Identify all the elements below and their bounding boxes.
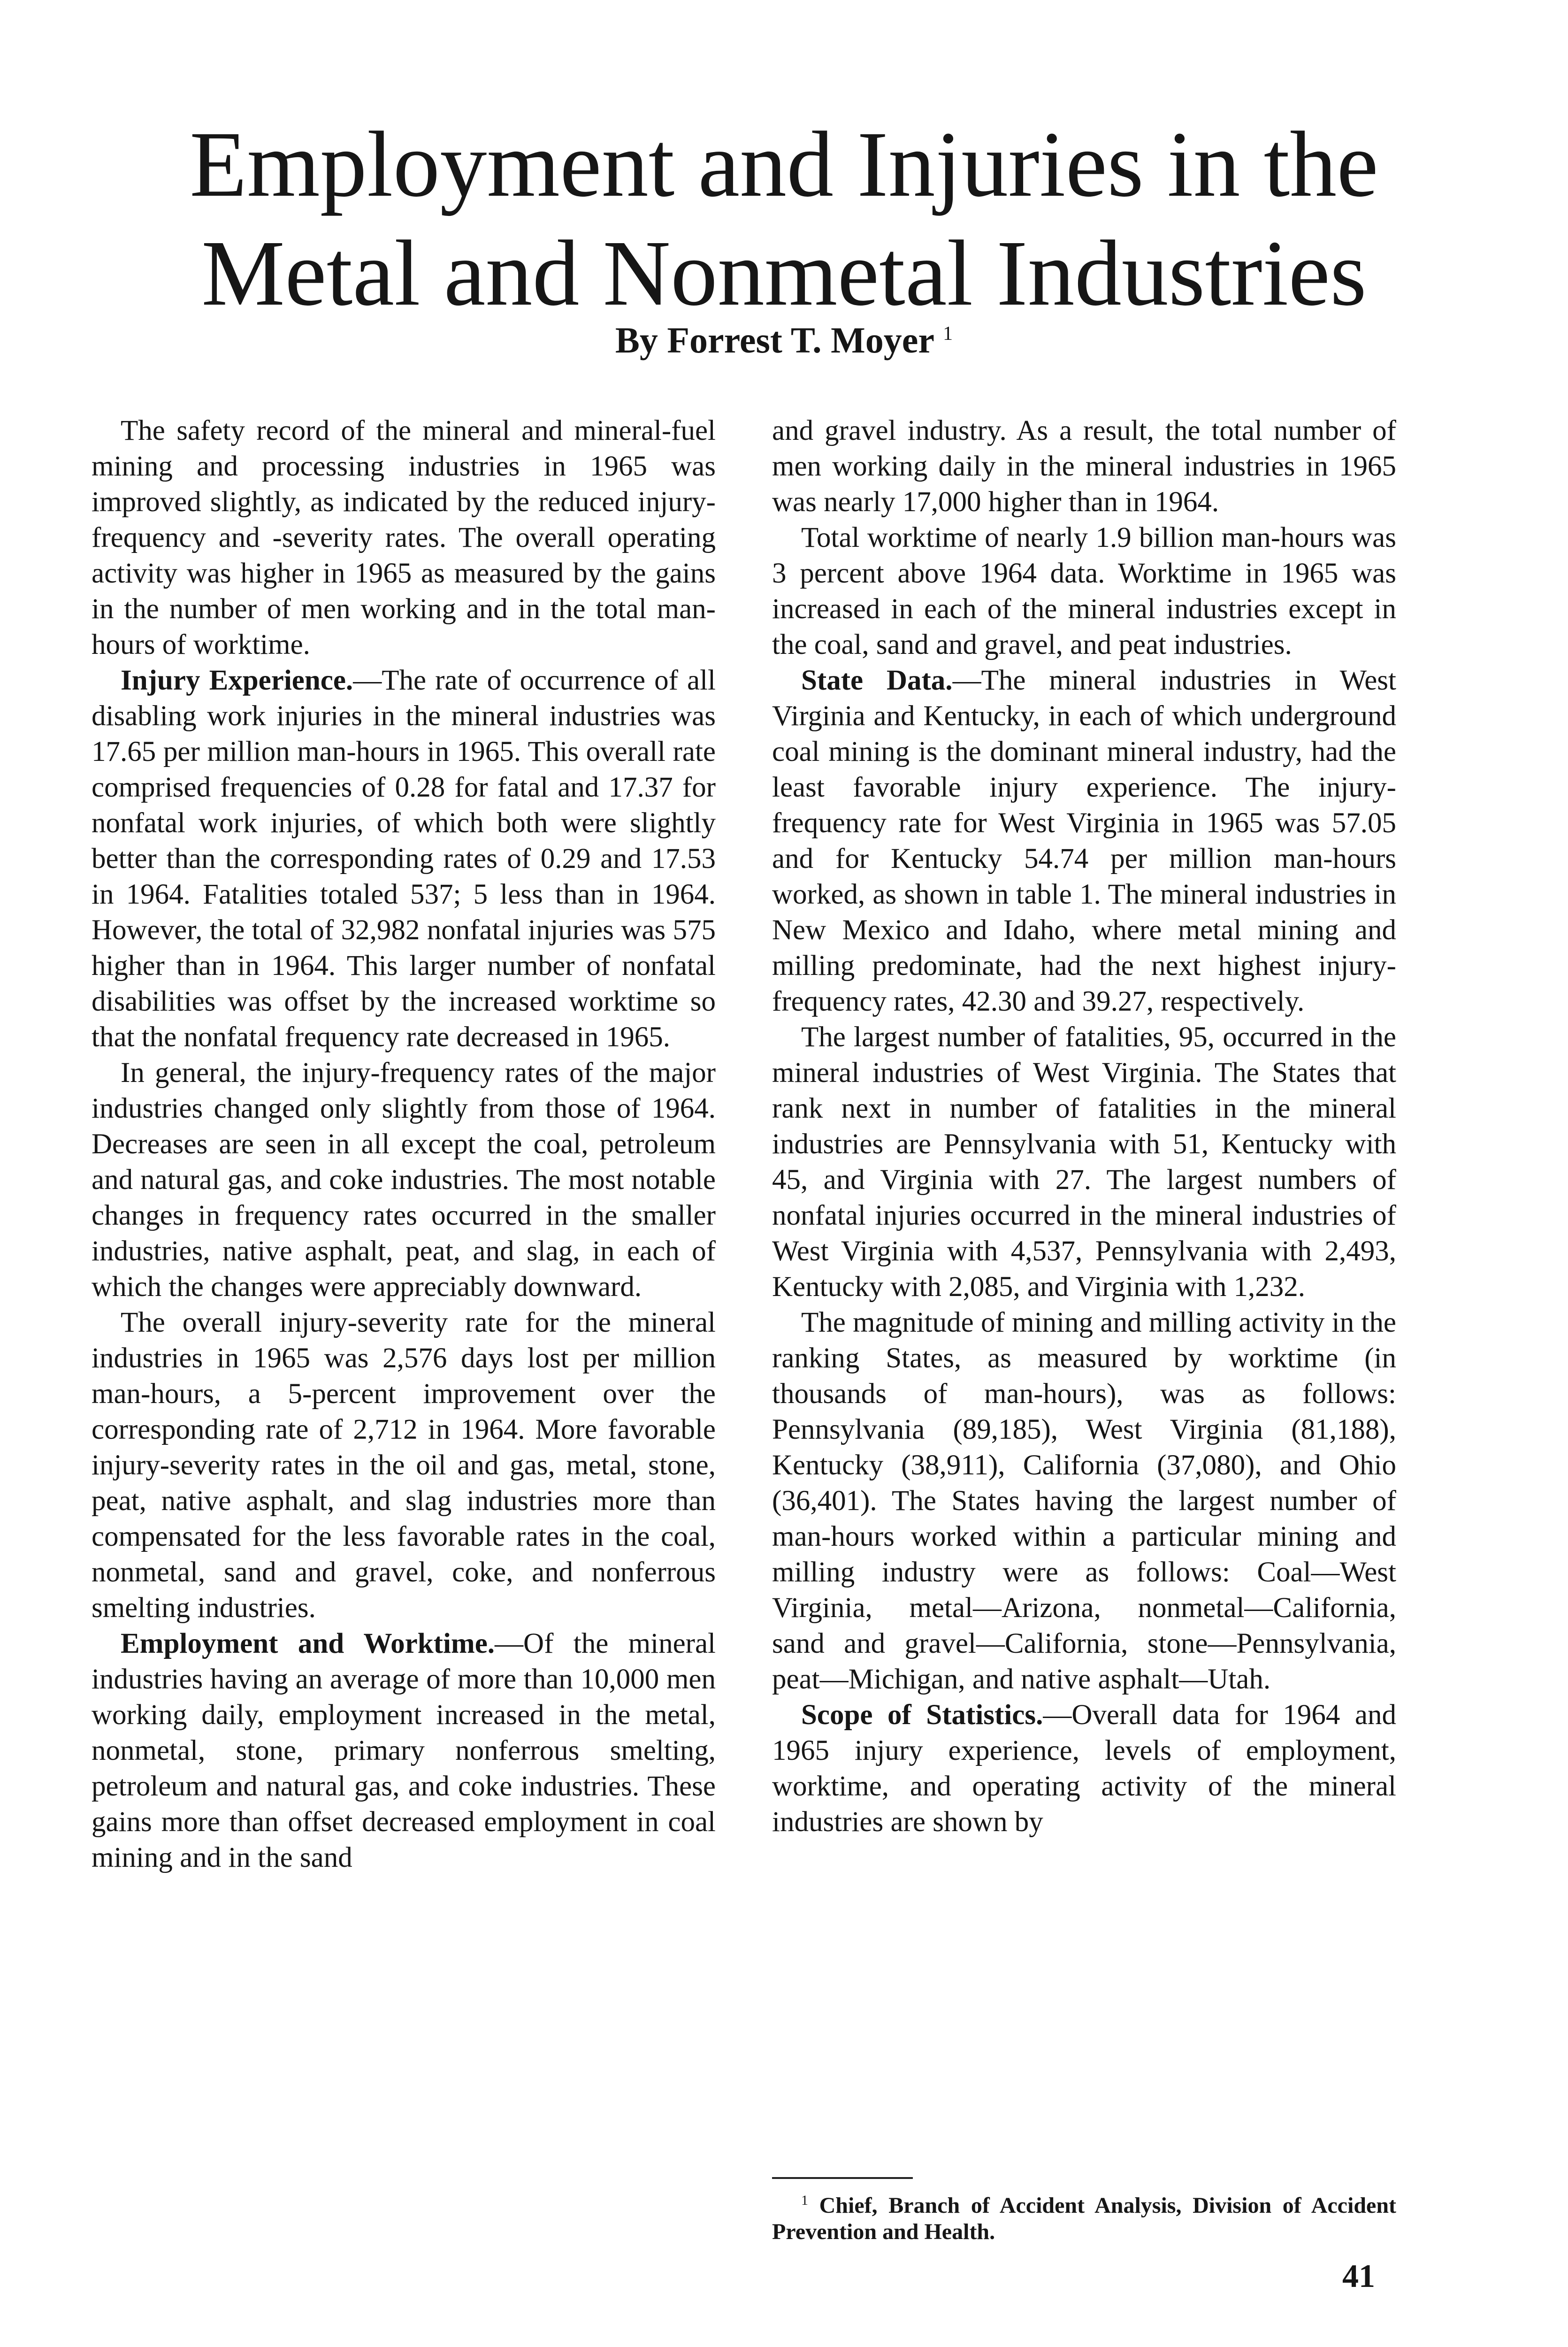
section-heading: Scope of Statistics.	[801, 1699, 1043, 1731]
paragraph: and gravel industry. As a result, the total number of men working daily in the mineral industries in 1965 was nearly 17,000 higher than in 1964.	[772, 415, 1396, 518]
paragraph: The safety record of the mineral and mineral-fuel mining and processing industries in 1965 was improved slightly, as indicated by the reduced injury-frequency and -severity rates. The overall operating activity was higher in 1965 as measured by the gains in the number of men working and in the total man-hours of worktime.	[92, 415, 716, 660]
paragraph: Total worktime of nearly 1.9 billion man-hours was 3 percent above 1964 data. Worktime in 1965 was increased in each of the mineral industries except in the coal, sand and gravel, and peat industries.	[772, 522, 1396, 660]
paragraph	[92, 663, 716, 1055]
paragraph: The magnitude of mining and milling activity in the ranking States, as measured by worktime (in thousands of man-hours), was as follows: Pennsylvania (89,185), West Virginia (81,188), Kentucky (38,911), California (37,080), and Ohio (36,401). The States having the largest number of man-hours worked within a particular mining and milling industry were as follows: Coal—West Virginia, metal—Arizona, nonmetal—California, sand and gravel—California, stone—Pennsylvania, peat—Michigan, and native asphalt—Utah.	[772, 1307, 1396, 1695]
page-number: 41	[1342, 2258, 1375, 2294]
footnote-mark: 1	[801, 2193, 808, 2208]
byline	[0, 319, 1568, 361]
section-heading: Employment and Worktime.	[121, 1628, 495, 1659]
paragraph: The largest number of fatalities, 95, occurred in the mineral industries of West Virginia. The States that rank next in number of fatalities in the mineral industries are Pennsylvania with 51, Kentucky with 45, and Virginia with 27. The largest numbers of nonfatal injuries occurred in the mineral industries of West Virginia with 4,537, Pennsylvania with 2,493, Kentucky with 2,085, and Virginia with 1,232.	[772, 1021, 1396, 1303]
paragraph	[772, 663, 1396, 1020]
right-column	[772, 413, 1396, 1840]
section-heading: State Data.	[801, 665, 953, 696]
article-title	[0, 110, 1568, 328]
footnote-divider	[772, 2177, 913, 2179]
author-name: By Forrest T. Moyer	[615, 320, 934, 360]
paragraph-text: —The rate of occurrence of all disabling work injuries in the mineral industries was 17.65 per million man-hours in 1965. This overall rate comprised frequencies of 0.28 for fatal and 17.37 for nonfatal work injuries, of which both were slightly better than the corresponding rates of 0.29 and 17.53 in 1964. Fatalities totaled 537; 5 less than in 1964. However, the total of 32,982 nonfatal injuries was 575 higher than in 1964. This larger number of nonfatal disabilities was offset by the increased worktime so that the nonfatal frequency rate decreased in 1965.	[92, 665, 716, 1053]
paragraph-text: —The mineral industries in West Virginia and Kentucky, in each of which underground coal mining is the dominant mineral industry, had the least favorable injury experience. The injury-frequency rate for West Virginia in 1965 was 57.05 and for Kentucky 54.74 per million man-hours worked, as shown in table 1. The mineral industries in New Mexico and Idaho, where metal mining and milling predominate, had the next highest injury-frequency rates, 42.30 and 39.27, respectively.	[772, 665, 1396, 1017]
paragraph: The overall injury-severity rate for the mineral industries in 1965 was 2,576 days lost per million man-hours, a 5-percent improvement over the corresponding rate of 2,712 in 1964. More favorable injury-severity rates in the oil and gas, metal, stone, peat, native asphalt, and slag industries more than compensated for the less favorable rates in the coal, nonmetal, sand and gravel, coke, and nonferrous smelting industries.	[92, 1307, 716, 1624]
title-line-2: Metal and Nonmetal Industries	[201, 222, 1367, 325]
paragraph-text: —Of the mineral industries having an average of more than 10,000 men working daily, employment increased in the metal, nonmetal, stone, primary nonferrous smelting, petroleum and natural gas, and coke industries. These gains more than offset decreased employment in coal mining and in the sand	[92, 1628, 716, 1873]
paragraph	[772, 1697, 1396, 1840]
title-line-1: Employment and Injuries in the	[190, 113, 1378, 216]
footnote	[772, 2187, 1396, 2245]
footnote-text: Chief, Branch of Accident Analysis, Division of Accident Prevention and Health.	[772, 2193, 1396, 2244]
byline-footnote-mark: 1	[943, 323, 953, 345]
paragraph	[92, 1626, 716, 1876]
paragraph-text: —Overall data for 1964 and 1965 injury experience, levels of employment, worktime, and operating activity of the mineral industries are shown by	[772, 1699, 1396, 1838]
paragraph: In general, the injury-frequency rates of the major industries changed only slightly from those of 1964. Decreases are seen in all except the coal, petroleum and natural gas, and coke industries. The most notable changes in frequency rates occurred in the smaller industries, native asphalt, peat, and slag, in each of which the changes were appreciably downward.	[92, 1057, 716, 1303]
section-heading: Injury Experience.	[121, 665, 353, 696]
left-column	[92, 413, 716, 1876]
